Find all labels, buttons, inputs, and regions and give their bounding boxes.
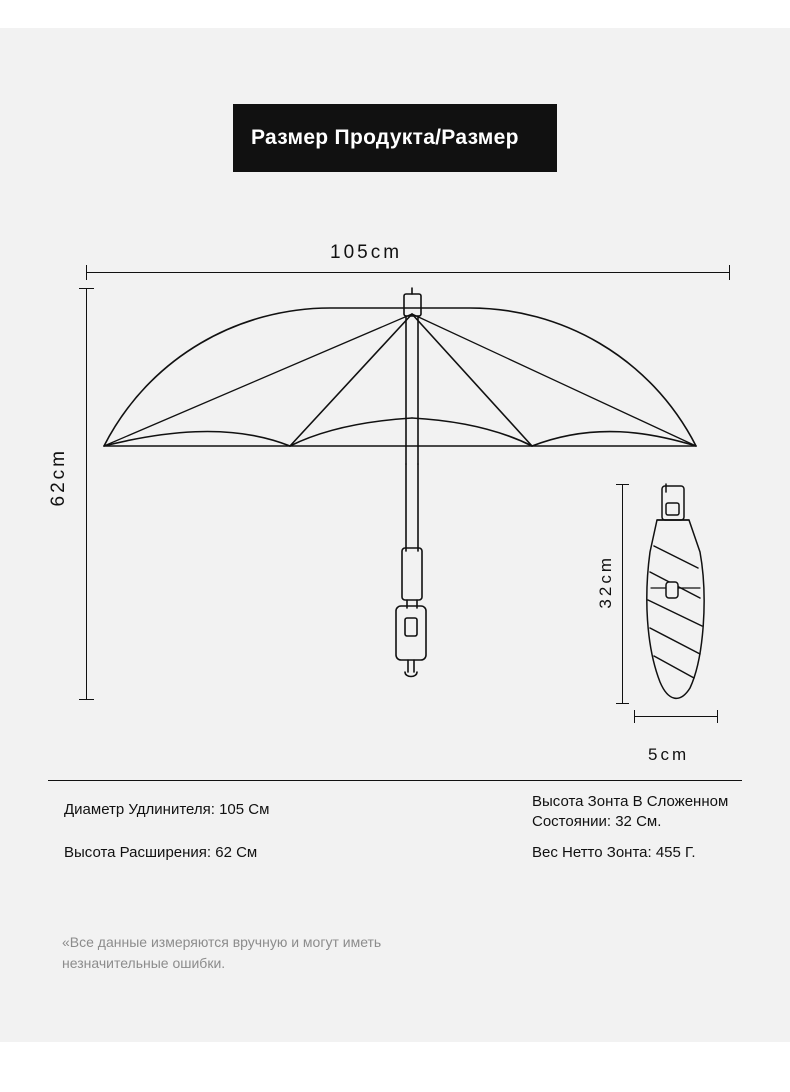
spec-folded-height: Высота Зонта В Сложенном Состоянии: 32 См. — [532, 793, 729, 831]
spec-expanded-height: Высота Расширения: 62 См — [64, 844, 258, 861]
measurement-footnote: «Все данные измеряются вручную и могут иметь незначительные ошибки. — [62, 934, 382, 971]
umbrella-diagram — [0, 196, 790, 776]
dimension-folded-width-line — [634, 716, 718, 717]
spec-net-weight: Вес Нетто Зонта: 455 Г. — [532, 844, 696, 861]
bottom-white-strip — [0, 1042, 790, 1092]
dimension-open-width-label: 105cm — [330, 242, 403, 263]
dimension-folded-height-line — [622, 484, 623, 704]
spec-diameter: Диаметр Удлинителя: 105 См — [64, 801, 270, 818]
dimension-open-height-label: 62cm — [48, 448, 69, 507]
dimension-folded-height-label: 32cm — [596, 555, 615, 609]
page-title: Размер Продукта/Размер — [251, 126, 519, 149]
title-banner — [233, 104, 557, 172]
dimension-open-width-line — [86, 272, 730, 273]
top-white-strip — [0, 0, 790, 28]
spec-divider — [48, 780, 742, 781]
dimension-open-height-line — [86, 288, 87, 700]
dimension-folded-width-label: 5cm — [648, 745, 690, 764]
